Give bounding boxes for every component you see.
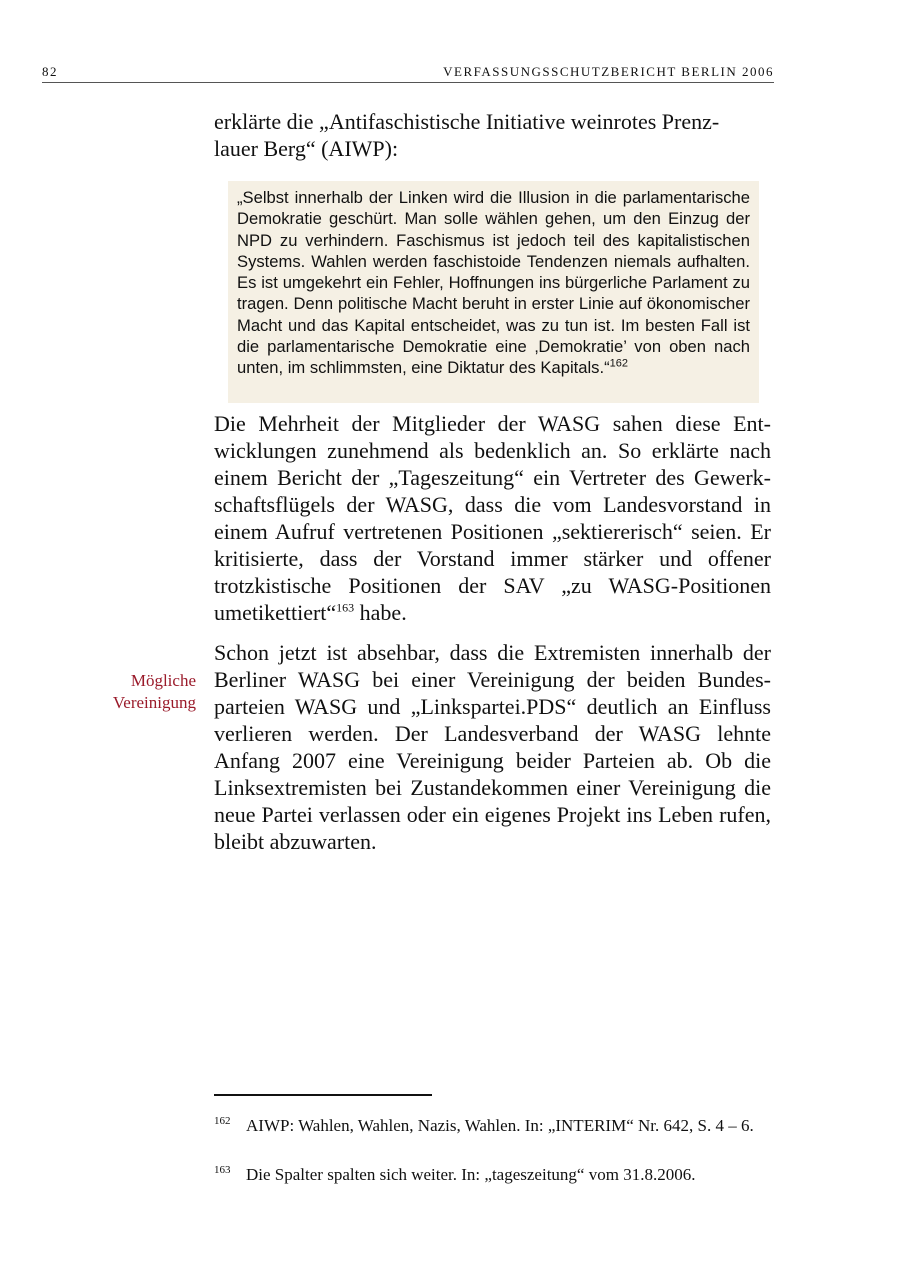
intro-line-2: lauer Berg“ (AIWP):	[214, 136, 399, 161]
running-title: VERFASSUNGSSCHUTZBERICHT BERLIN 2006	[443, 64, 774, 79]
margin-note	[90, 670, 196, 714]
margin-note-line-1: Mögliche	[130, 671, 196, 690]
margin-note-line-2: Vereinigung	[112, 693, 196, 712]
quote-text: „Selbst innerhalb der Linken wird die Illusion in die parlamentarische Demokratie geschürt. Man solle wählen gehen, um den Einzug der NPD zu verhindern. Faschismus ist jedoch teil des kapitalistischen Systems. Wahlen werden faschistoide Tendenzen niemals aufhalten. Es ist umgekehrt ein Fehler, Hoffnungen ins bürgerliche Parlament zu tragen. Denn politische Macht beruht in erster Linie auf ökonomischer Macht und das Kapital entscheidet, was zu tun ist. Im besten Fall ist die parlamentarische Demokratie eine ‚Demokratie’ von oben nach unten, im schlimmsten, eine Diktatur des Kapitals.“	[237, 188, 750, 378]
footnote-ref-163[interactable]: 163	[336, 600, 355, 615]
intro-paragraph	[214, 108, 771, 162]
intro-line-1: erklärte die „Antifaschistische Initiative weinrotes Prenz-	[214, 109, 720, 134]
paragraph-wasg-members-text: Die Mehrheit der Mitglieder der WASG sahen diese Entwicklungen zunehmend als bedenklich an. So erklärte nach einem Bericht der „Tageszeitung“ ein Vertreter des Gewerkschaftsflügels der WASG, dass die vom Landesvorstand in einem Aufruf vertretenen Positionen „sektiererisch“ seien. Er kritisierte, dass der Vorstand immer stärker und offener trotzkistische Positionen der SAV „zu WASG-Positionen umetikettiert“	[214, 411, 771, 625]
page-number: 82	[42, 64, 58, 79]
paragraph-wasg-members-tail: habe.	[354, 600, 407, 625]
footnote-number: 163	[214, 1164, 231, 1176]
footnote-162	[214, 1115, 771, 1136]
paragraph-wasg-members	[214, 410, 771, 626]
footnote-text: Die Spalter spalten sich weiter. In: „tageszeitung“ vom 31.8.2006.	[246, 1165, 696, 1184]
footnote-ref-162[interactable]: 162	[609, 357, 628, 370]
page-header	[42, 62, 774, 83]
paragraph-merger: Schon jetzt ist absehbar, dass die Extremisten innerhalb der Berliner WASG bei einer Vereinigung der beiden Bundesparteien WASG und „Linkspartei.PDS“ deutlich an Einfluss verlieren werden. Der Landesverband der WASG lehnte Anfang 2007 eine Vereinigung beider Parteien ab. Ob die Linksextremisten bei Zustandekommen einer Vereinigung die neue Partei verlassen oder ein eigenes Projekt ins Leben rufen, bleibt abzuwarten.	[214, 640, 771, 854]
block-quote	[228, 181, 759, 403]
footnote-number: 162	[214, 1115, 231, 1127]
footnote-separator	[214, 1094, 432, 1096]
footnote-text: AIWP: Wahlen, Wahlen, Nazis, Wahlen. In: „INTERIM“ Nr. 642, S. 4 – 6.	[246, 1116, 754, 1135]
footnote-163	[214, 1164, 771, 1185]
